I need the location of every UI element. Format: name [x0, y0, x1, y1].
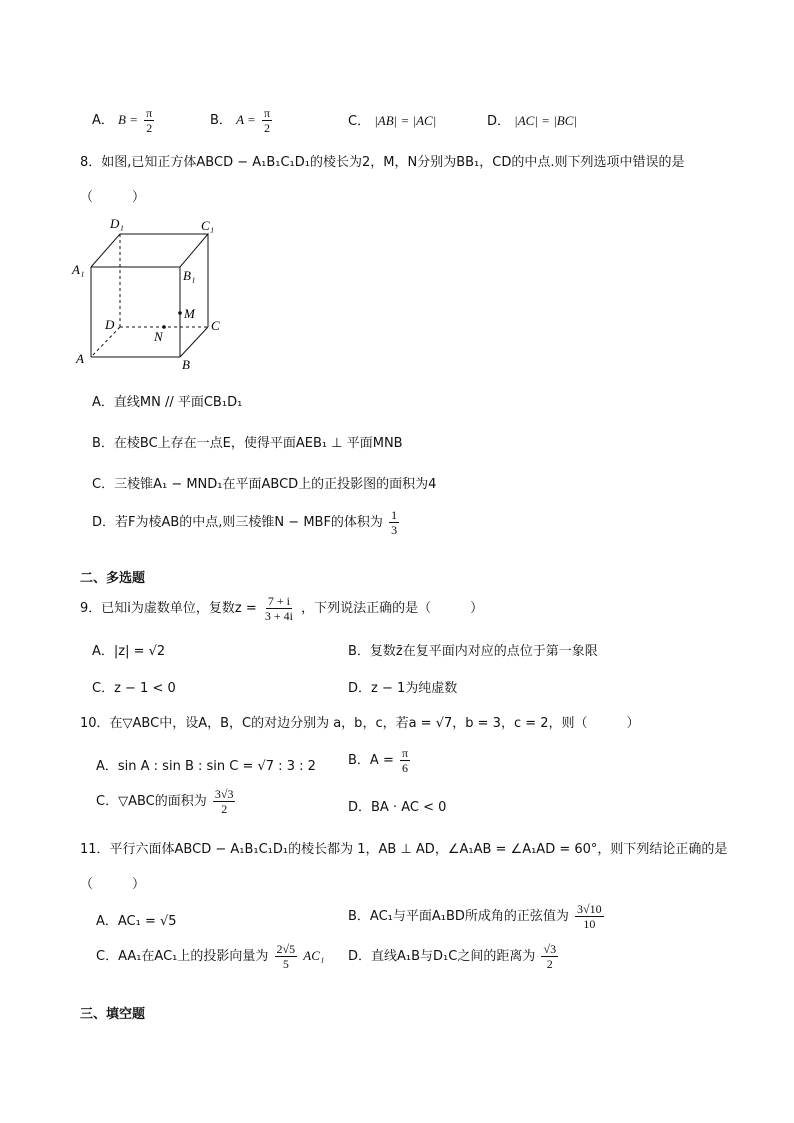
q11-d-den: 2 — [546, 957, 553, 971]
top-face — [91, 234, 208, 267]
section-heading-multi-choice: 二、多选题 — [80, 571, 146, 586]
q11-d-fraction — [541, 942, 558, 971]
q10-option-c — [96, 787, 237, 816]
q7-a-num: π — [146, 106, 153, 120]
q8-option-a: A．直线MN // 平面CB₁D₁ — [92, 395, 243, 410]
q10-c-den: 2 — [221, 802, 228, 816]
q9-option-c: C．z − 1 < 0 — [92, 681, 176, 696]
q10-option-d: D．BA · AC < 0 — [348, 800, 447, 815]
q7-option-c — [348, 110, 436, 129]
q10-b-fraction — [400, 746, 410, 775]
q8-option-d — [92, 508, 401, 537]
edge-BC — [180, 327, 208, 357]
q10-c-fraction — [213, 787, 236, 816]
q9-option-d: D．z − 1为纯虚数 — [348, 681, 458, 696]
q8-d-den: 3 — [391, 523, 398, 537]
q9-stem-pre: 9．已知i为虚数单位，复数z = — [80, 601, 257, 616]
q9-fraction — [263, 594, 295, 623]
q7-option-a — [92, 106, 156, 135]
q11-option-d — [348, 942, 560, 971]
cube-figure — [70, 212, 230, 372]
point-M — [178, 311, 182, 315]
q7-b-lhs: A = — [236, 112, 256, 127]
label-B1: B₁ — [183, 268, 196, 283]
q7-c-label: C． — [348, 114, 371, 129]
q11-b-fraction — [575, 902, 604, 931]
q9-den: 3 + 4i — [264, 609, 293, 623]
label-A1: A₁ — [72, 262, 85, 277]
q10-b-pre: B．A = — [348, 753, 394, 768]
q11-paren: （ ） — [80, 877, 146, 892]
q10-b-num: π — [401, 746, 409, 760]
q7-d-label: D． — [487, 114, 511, 129]
label-M: M — [184, 306, 195, 321]
q8-paren: （ ） — [80, 190, 146, 205]
q8-option-c: C．三棱锥A₁ − MND₁在平面ABCD上的正投影图的面积为4 — [92, 477, 437, 492]
q11-c-den: 5 — [282, 957, 289, 971]
q8-d-text: D．若F为棱AB的中点,则三棱锥N − MBF的体积为 — [92, 515, 383, 530]
q11-option-b — [348, 902, 606, 931]
q7-b-fraction — [262, 106, 272, 135]
q11-c-post: AC₁ — [303, 948, 325, 963]
q10-b-den: 6 — [402, 761, 409, 775]
q10-stem: 10．在▽ABC中，设A，B，C的对边分别为 a，b，c，若a = √7，b = 3，c = 2，则（ ） — [80, 716, 640, 731]
label-A: A — [76, 351, 84, 366]
label-D1: D₁ — [110, 216, 124, 231]
q7-b-num: π — [263, 106, 270, 120]
q7-a-lhs: B = — [118, 112, 139, 127]
q9-option-b: B．复数z̄在复平面内对应的点位于第一象限 — [348, 644, 598, 659]
q9-stem — [80, 594, 483, 623]
label-N: N — [154, 329, 163, 344]
q11-b-pre: B．AC₁与平面A₁BD所成角的正弦值为 — [348, 909, 569, 924]
q11-b-den: 10 — [583, 917, 596, 931]
q11-c-num: 2√5 — [276, 942, 296, 956]
q7-b-label: B． — [210, 113, 232, 128]
q7-a-den: 2 — [146, 121, 153, 135]
q7-d-expr: |AC| = |BC| — [514, 113, 577, 128]
q11-d-pre: D．直线A₁B与D₁C之间的距离为 — [348, 949, 536, 964]
q8-stem: 8．如图,已知正方体ABCD − A₁B₁C₁D₁的棱长为2，M，N分别为BB₁，CD的中点.则下列选项中错误的是 — [80, 155, 685, 170]
q11-stem: 11．平行六面体ABCD − A₁B₁C₁D₁的棱长都为 1，AB ⊥ AD，∠A₁AB = ∠A₁AD = 60°，则下列结论正确的是 — [80, 842, 728, 857]
q10-option-b — [348, 746, 412, 775]
q11-d-num: √3 — [543, 942, 557, 956]
q9-num: 7 + i — [267, 594, 290, 608]
q7-a-fraction — [144, 106, 154, 135]
q7-option-b — [210, 106, 274, 135]
label-C1: C₁ — [201, 218, 215, 233]
q10-c-num: 3√3 — [214, 787, 234, 801]
q7-c-expr: |AB| = |AC| — [374, 113, 437, 128]
label-C: C — [211, 318, 220, 333]
label-B: B — [182, 357, 190, 372]
point-N — [162, 325, 166, 329]
label-D: D — [105, 317, 115, 332]
q9-stem-post: ，下列说法正确的是（ ） — [301, 601, 484, 616]
q11-option-c — [96, 942, 324, 971]
section-heading-fill-in: 三、填空题 — [80, 1007, 146, 1022]
q11-c-fraction — [275, 942, 298, 971]
q7-a-label: A． — [92, 113, 114, 128]
q9-option-a: A．|z| = √2 — [92, 644, 166, 659]
q7-option-d — [487, 110, 577, 129]
q10-c-pre: C．▽ABC的面积为 — [96, 794, 207, 809]
q10-option-a: A．sin A : sin B : sin C = √7 : 3 : 2 — [96, 759, 316, 774]
q8-d-fraction — [389, 508, 399, 537]
q11-b-num: 3√10 — [577, 902, 602, 916]
q8-d-num: 1 — [391, 508, 398, 522]
q11-option-a: A．AC₁ = √5 — [96, 914, 177, 929]
q7-b-den: 2 — [263, 121, 270, 135]
q8-option-b: B．在棱BC上存在一点E，使得平面AEB₁ ⊥ 平面MNB — [92, 436, 403, 451]
q11-c-pre: C．AA₁在AC₁上的投影向量为 — [96, 949, 269, 964]
